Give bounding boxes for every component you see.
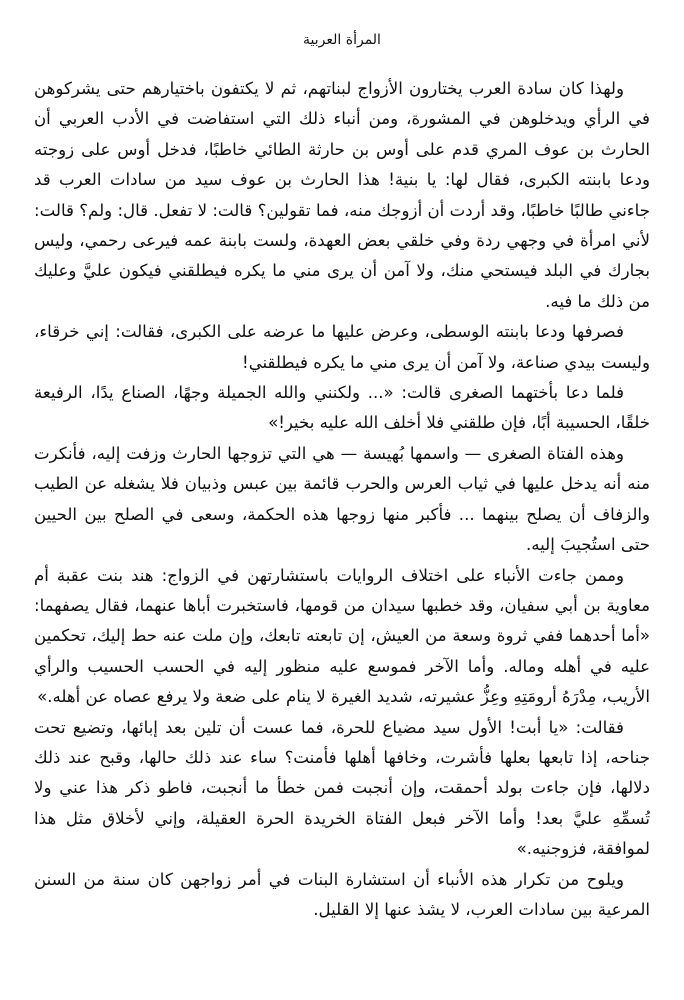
paragraph-2: فصرفها ودعا بابنته الوسطى، وعرض عليها ما عرضه على الكبرى، فقالت: إني خرقاء، وليست بيدي صناعة، ولا آمن أن يرى مني ما يكره فيطلقني! bbox=[34, 322, 650, 372]
running-header: المرأة العربية bbox=[303, 32, 381, 48]
paragraph-4: وهذه الفتاة الصغرى — واسمها بُهيسة — هي التي تزوجها الحارث وزفت إليه، فأنكرت منه أنه يدخل عليها في ثياب العرس والحرب قائمة بين عبس وذبيان فلا يشغله عن الطيب والزفاف أن يصلح بينهما ... فأكبر منها زوجها هذه الحكمة، وسعى في الصلح بين الحيين حتى استُجيبَ إليه. bbox=[34, 443, 650, 555]
paragraph-1: ولهذا كان سادة العرب يختارون الأزواج لبناتهم، ثم لا يكتفون باختيارهم حتى يشركوهن في الرأي ويدخلوهن في المشورة، ومن أنباء ذلك التي استفاضت في الأدب العربي أن الحارث بن عوف المري قدم على أوس بن حارثة الطائي خاطبًا، فدخل أوس على زوجته ودعا بابنته الكبرى، فقال لها: يا بنية! هذا الحارث بن عوف سيد من سادات العرب قد جاءني طالبًا خاطبًا، وقد أردت أن أزوجك منه، فما تقولين؟ قالت: لا تفعل. قال: ولم؟ قالت: لأني امرأة في وجهي ردة وفي خلقي بعض العهدة، ولست بابنة عمه فيرعى رحمي، وليس بجارك في البلد فيستحي منك، ولا آمن أن يرى مني ما يكره فيطلقني فيكون عليَّ وعليك من ذلك ما فيه. bbox=[34, 79, 650, 311]
paragraph-3: فلما دعا بأختهما الصغرى قالت: «... ولكنني والله الجميلة وجهًا، الصناع يدًا، الرفيعة خلقًا، الحسيبة أبًا، فإن طلقني فلا أخلف الله عليه بخير!» bbox=[34, 383, 650, 433]
paragraph-5: وممن جاءت الأنباء على اختلاف الروايات باستشارتهن في الزواج: هند بنت عقبة أم معاوية بن أبي سفيان، وقد خطبها سيدان من قومها، فاستخبرت أباها عنهما، فقال يصفهما: «أما أحدهما ففي ثروة وسعة من العيش، إن تابعته تابعك، وإن ملت عنه حط إليك، تحكمين عليه في أهله وماله. وأما الآخر فموسع عليه منظور إليه في الحسب الحسيب والرأي الأريب، مِدْرَهُ أرومَتِهِ وعِزُّ عشيرته، شديد الغيرة لا ينام على ضعة ولا يرفع عصاه عن أهله.» bbox=[34, 565, 650, 707]
body-text bbox=[34, 74, 650, 925]
paragraph-7: ويلوح من تكرار هذه الأنباء أن استشارة البنات في أمر زواجهن كان سنة من السنن المرعية بين سادات العرب، لا يشذ عنها إلا القليل. bbox=[34, 869, 650, 919]
paragraph-6: فقالت: «يا أبت! الأول سيد مضياع للحرة، فما عست أن تلين بعد إبائها، وتضيع تحت جناحه، إذا تابعها بعلها فأشرت، وخافها أهلها فأمنت؟ ساء عند ذلك حالها، وقبح عند ذلك دلالها، فإن جاءت بولد أحمقت، وإن أنجبت فمن خطأ ما أنجبت، فاطو ذكر هذا عني ولا تُسمِّهِ عليَّ بعد! وأما الآخر فبعل الفتاة الخريدة الحرة العقيلة، وإني لأخلاق مثل هذا لموافقة، فزوجنيه.» bbox=[34, 717, 650, 859]
